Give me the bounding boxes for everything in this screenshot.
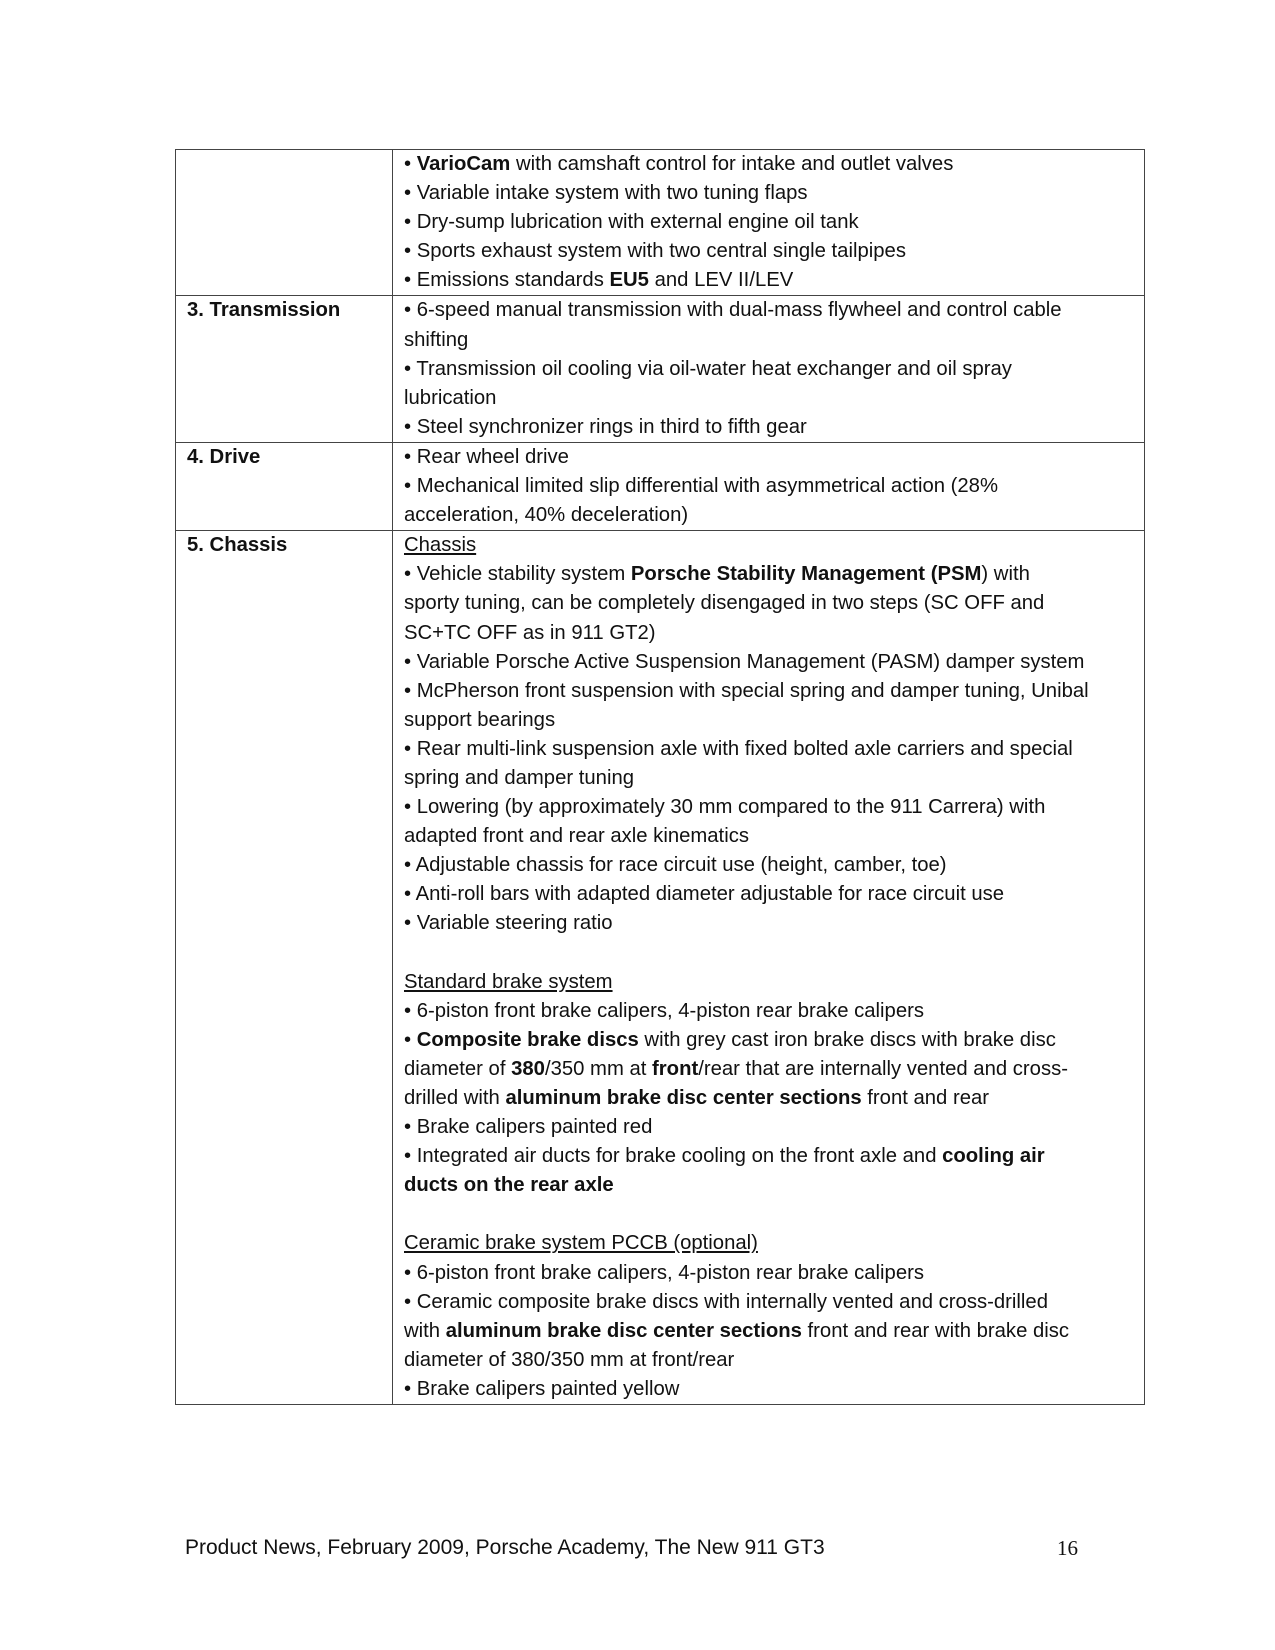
table-row-chassis xyxy=(176,531,1145,1405)
list-item: • Lowering (by approximately 30 mm compared to the 911 Carrera) with xyxy=(404,796,1046,819)
list-item: • Steel synchronizer rings in third to fifth gear xyxy=(404,415,807,438)
spec-table xyxy=(175,149,1145,1405)
list-item: lubrication xyxy=(404,386,497,409)
row-label: 3. Transmission xyxy=(176,296,393,442)
list-item: • Variable intake system with two tuning flaps xyxy=(404,182,808,205)
list-item: • 6-piston front brake calipers, 4-piston rear brake calipers xyxy=(404,1261,925,1284)
list-item: • Brake calipers painted yellow xyxy=(404,1377,680,1400)
list-item: support bearings xyxy=(404,708,556,731)
spacer xyxy=(404,1200,1138,1229)
list-item: sporty tuning, can be completely disengaged in two steps (SC OFF and xyxy=(404,592,1045,615)
list-item: • VarioCam with camshaft control for intake and outlet valves xyxy=(404,153,954,175)
row-content-engine xyxy=(393,150,1145,296)
page-footer: Product News, February 2009, Porsche Academy, The New 911 GT3 xyxy=(185,1536,825,1559)
section-heading-standard-brake: Standard brake system xyxy=(404,970,613,993)
table-row-engine-continued xyxy=(176,150,1145,296)
list-item: • 6-speed manual transmission with dual-mass flywheel and control cable xyxy=(404,299,1062,322)
list-item: • Sports exhaust system with two central single tailpipes xyxy=(404,240,906,263)
list-item: • McPherson front suspension with special spring and damper tuning, Unibal xyxy=(404,679,1089,702)
list-item: • Ceramic composite brake discs with internally vented and cross-drilled xyxy=(404,1290,1048,1313)
list-item: adapted front and rear axle kinematics xyxy=(404,825,749,848)
list-item: • Rear multi-link suspension axle with fixed bolted axle carriers and special xyxy=(404,737,1073,760)
list-item: • 6-piston front brake calipers, 4-piston rear brake calipers xyxy=(404,999,925,1022)
list-item: diameter of 380/350 mm at front/rear xyxy=(404,1348,735,1371)
page-number: 16 xyxy=(1057,1536,1078,1560)
section-heading-ceramic-brake: Ceramic brake system PCCB (optional) xyxy=(404,1232,758,1255)
table-row-drive xyxy=(176,442,1145,530)
row-label: 4. Drive xyxy=(176,442,393,530)
list-item: drilled with aluminum brake disc center sections front and rear xyxy=(404,1087,990,1109)
list-item: • Variable steering ratio xyxy=(404,912,613,935)
row-content-drive xyxy=(393,442,1145,530)
list-item: acceleration, 40% deceleration) xyxy=(404,504,689,527)
list-item: • Integrated air ducts for brake cooling on the front axle and cooling air xyxy=(404,1145,1045,1168)
list-item: diameter of 380/350 mm at front/rear that are internally vented and cross- xyxy=(404,1057,1068,1080)
list-item: • Anti-roll bars with adapted diameter adjustable for race circuit use xyxy=(404,883,1005,906)
list-item: with aluminum brake disc center sections front and rear with brake disc xyxy=(404,1319,1070,1342)
list-item: • Mechanical limited slip differential with asymmetrical action (28% xyxy=(404,475,998,498)
list-item: • Transmission oil cooling via oil-water heat exchanger and oil spray xyxy=(404,357,1012,380)
list-item: • Dry-sump lubrication with external engine oil tank xyxy=(404,211,859,234)
table-row-transmission xyxy=(176,296,1145,442)
list-item: • Adjustable chassis for race circuit use (height, camber, toe) xyxy=(404,854,947,877)
list-item: • Emissions standards EU5 and LEV II/LEV xyxy=(404,269,794,292)
list-item: SC+TC OFF as in 911 GT2) xyxy=(404,621,656,644)
row-label-empty xyxy=(176,150,393,296)
section-heading-chassis: Chassis xyxy=(404,534,477,557)
list-item: • Rear wheel drive xyxy=(404,445,569,468)
row-content-transmission xyxy=(393,296,1145,442)
row-label: 5. Chassis xyxy=(176,531,393,1405)
list-item: spring and damper tuning xyxy=(404,766,635,789)
list-item: • Vehicle stability system Porsche Stability Management (PSM) with xyxy=(404,563,1030,586)
list-item: • Composite brake discs with grey cast iron brake discs with brake disc xyxy=(404,1028,1056,1051)
spacer xyxy=(404,939,1138,968)
list-item: shifting xyxy=(404,328,469,351)
list-item: • Variable Porsche Active Suspension Management (PASM) damper system xyxy=(404,650,1085,673)
list-item: ducts on the rear axle xyxy=(404,1174,614,1197)
list-item: • Brake calipers painted red xyxy=(404,1116,653,1139)
row-content-chassis xyxy=(393,531,1145,1405)
